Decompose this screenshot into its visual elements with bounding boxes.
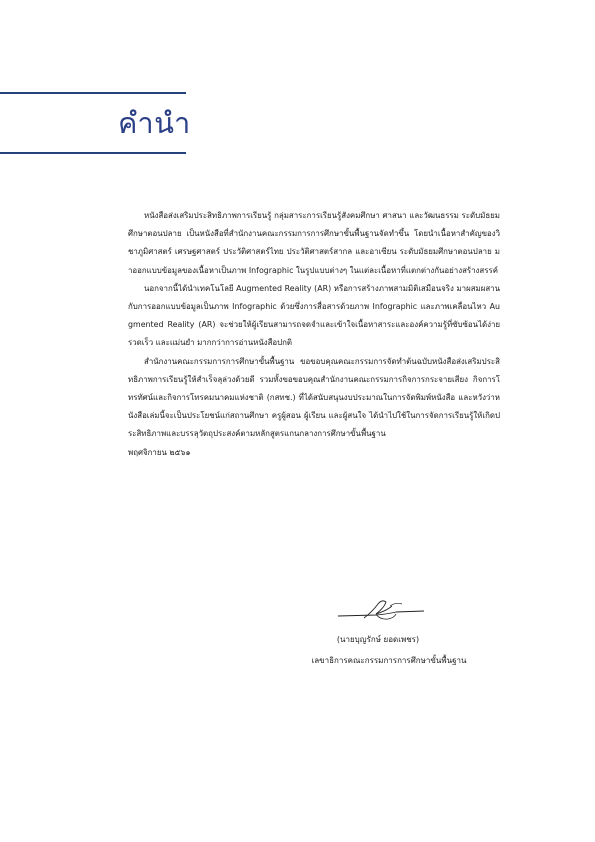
paragraph-2 <box>128 280 500 353</box>
paragraph-1-text: หนังสือส่งเสริมประสิทธิภาพการเรียนรู้ กลุ่มสาระการเรียนรู้สังคมศึกษา ศาสนา และวัฒนธรรม ระดับมัธยมศึกษาตอนปลาย เป็นหนังสือที่สำนักงานคณะกรรมการการศึกษาขั้นพื้นฐานจัดทำขึ้น โดยนำเนื้อหาสำคัญของวิชาภูมิศาสตร์ เศรษฐศาสตร์ ประวัติศาสตร์ไทย ประวัติศาสตร์สากล และอาเซียน ระดับมัธยมศึกษาตอนปลาย มาออกแบบข้อมูลของเนื้อหาเป็นภาพ Infographic ในรูปแบบต่างๆ ในแต่ละเนื้อหาที่แตกต่างกันอย่างสร้างสรรค์ <box>128 211 500 275</box>
paragraph-3-text: สำนักงานคณะกรรมการการศึกษาขั้นพื้นฐาน ขอขอบคุณคณะกรรมการจัดทำต้นฉบับหนังสือส่งเสริมประสิทธิภาพการเรียนรู้ให้สำเร็จลุล่วงด้วยดี รวมทั้งขอขอบคุณสำนักงานคณะกรรมการกิจการกระจายเสียง กิจการโทรทัศน์และกิจการโทรคมนาคมแห่งชาติ (กสทช.) ที่ได้สนับสนุนงบประมาณในการจัดพิมพ์หนังสือ และหวังว่าหนังสือเล่มนี้จะเป็นประโยชน์แก่สถานศึกษา ครูผู้สอน ผู้เรียน และผู้สนใจ ได้นำไปใช้ในการจัดการเรียนรู้ให้เกิดประสิทธิภาพและบรรลุวัตถุประสงค์ตามหลักสูตรแกนกลางการศึกษาขั้นพื้นฐาน <box>128 356 500 439</box>
paragraph-1 <box>128 207 500 280</box>
title-rule-bottom <box>0 152 186 154</box>
date-line: พฤศจิกายน ๒๕๖๑ <box>128 447 191 457</box>
signer-name: (นายบุญรักษ์ ยอดเพชร) <box>336 635 420 644</box>
paragraph-2-text: นอกจากนี้ได้นำเทคโนโลยี Augmented Reality (AR) หรือการสร้างภาพสามมิติเสมือนจริง มาผสมผสานกับการออกแบบข้อมูลเป็นภาพ Infographic ด้วยซึ่งการสื่อสารด้วยภาพ Infographic และภาพเคลื่อนไหว Augmented Reality (AR) จะช่วยให้ผู้เรียนสามารถจดจำและเข้าใจเนื้อหาสาระและองค์ความรู้ที่ซับซ้อนได้ง่าย รวดเร็ว และแม่นยำ มากกว่าการอ่านหนังสือปกติ <box>128 283 500 348</box>
signer-title: เลขาธิการคณะกรรมการการศึกษาขั้นพื้นฐาน <box>311 656 467 665</box>
signature-image <box>336 592 426 628</box>
paragraph-3 <box>128 353 500 444</box>
preface-body <box>128 207 500 462</box>
page-title: คำนำ <box>118 106 191 140</box>
title-rule-top <box>0 92 186 94</box>
